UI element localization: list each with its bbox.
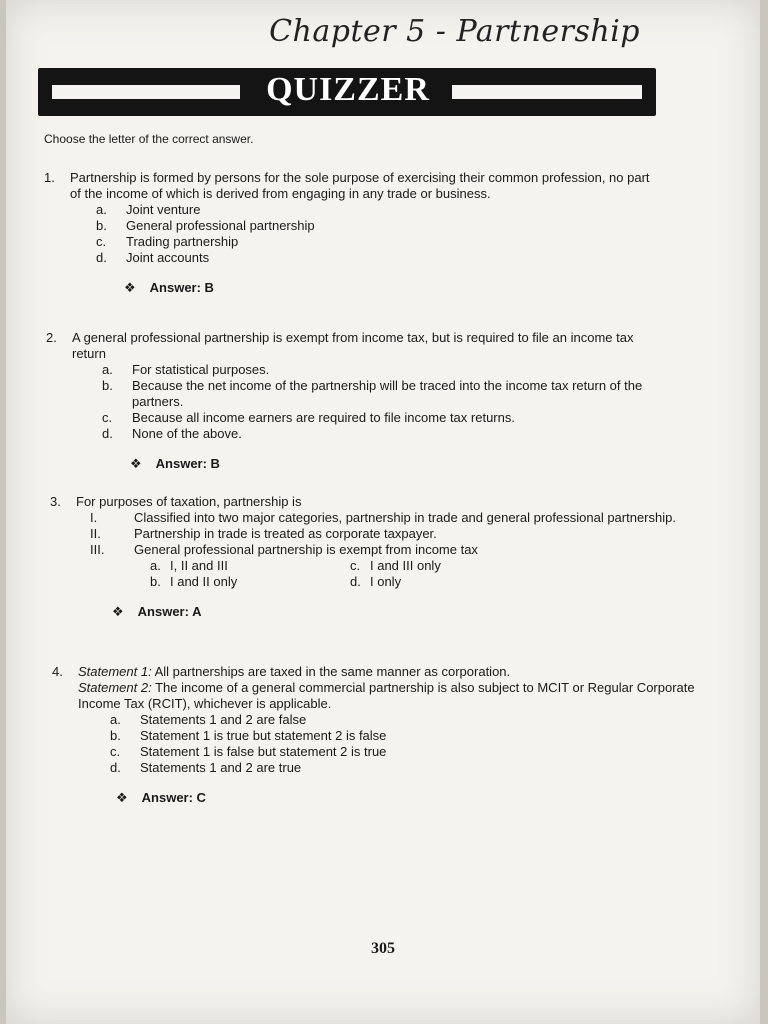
option-c	[96, 234, 660, 250]
statement-1	[78, 664, 702, 680]
option-letter: d.	[102, 426, 113, 441]
option-a	[150, 558, 350, 574]
option-text: General professional partnership	[126, 218, 315, 233]
option-text: Because the net income of the partnership will be traced into the income tax return of the partners.	[132, 378, 643, 409]
question-number: 3.	[50, 494, 61, 509]
option-letter: c.	[350, 558, 361, 573]
question-2	[46, 330, 670, 472]
roman-text: General professional partnership is exempt from income tax	[134, 542, 478, 557]
statement-text: All partnerships are taxed in the same manner as corporation.	[154, 664, 511, 679]
option-letter: d.	[96, 250, 107, 265]
roman-numeral: I.	[90, 510, 98, 525]
diamond-bullet-icon: ❖	[116, 790, 128, 805]
option-letter: c.	[110, 744, 121, 759]
option-b	[110, 728, 702, 744]
instructions: Choose the letter of the correct answer.	[44, 132, 254, 146]
option-text: Because all income earners are required to file income tax returns.	[132, 410, 515, 425]
option-text: None of the above.	[132, 426, 242, 441]
option-text: Statement 1 is true but statement 2 is false	[140, 728, 387, 743]
option-text: I only	[370, 574, 402, 589]
banner-line-left	[52, 85, 240, 99]
quizzer-banner	[38, 68, 656, 116]
answer-line	[102, 456, 670, 472]
option-letter: d.	[350, 574, 361, 589]
option-c	[102, 410, 670, 426]
option-d	[350, 574, 550, 590]
question-3	[50, 494, 684, 620]
roman-text: Classified into two major categories, partnership in trade and general professional partnership.	[134, 510, 676, 525]
diamond-bullet-icon: ❖	[130, 456, 142, 471]
option-letter: b.	[102, 378, 113, 393]
answer-text: Answer: B	[149, 280, 214, 295]
option-c	[110, 744, 702, 760]
answer-line	[96, 280, 660, 296]
option-letter: d.	[110, 760, 121, 775]
option-c	[350, 558, 550, 574]
option-text: I, II and III	[170, 558, 228, 573]
question-stem: For purposes of taxation, partnership is	[76, 494, 302, 509]
option-text: Statement 1 is false but statement 2 is true	[140, 744, 387, 759]
option-letter: b.	[150, 574, 161, 589]
option-text: For statistical purposes.	[132, 362, 270, 377]
option-text: I and III only	[370, 558, 441, 573]
roman-item-2	[76, 526, 684, 542]
statement-2	[78, 680, 702, 712]
roman-numeral: II.	[90, 526, 101, 541]
option-text: Joint accounts	[126, 250, 210, 265]
option-d	[102, 426, 670, 442]
chapter-title: Chapter 5 - Partnership	[269, 14, 640, 49]
option-d	[96, 250, 660, 266]
option-b	[102, 378, 670, 410]
question-stem: A general professional partnership is exempt from income tax, but is required to file an income tax return	[72, 330, 634, 361]
banner-line-right	[452, 85, 642, 99]
option-letter: b.	[96, 218, 107, 233]
roman-item-3	[76, 542, 684, 558]
book-page	[6, 0, 760, 1024]
option-letter: a.	[110, 712, 121, 727]
page-number: 305	[371, 940, 395, 957]
question-stem: Partnership is formed by persons for the sole purpose of exercising their common profession, no part of the income of which is derived from engaging in any trade or business.	[70, 170, 650, 201]
diamond-bullet-icon: ❖	[112, 604, 124, 619]
option-letter: a.	[102, 362, 113, 377]
answer-text: Answer: B	[155, 456, 220, 471]
option-letter: c.	[96, 234, 107, 249]
statement-text: The income of a general commercial partnership is also subject to MCIT or Regular Corporate Income Tax (RCIT), whichever is applicable.	[78, 680, 695, 711]
question-number: 1.	[44, 170, 55, 185]
statement-label: Statement 2:	[78, 680, 152, 695]
option-text: Joint venture	[126, 202, 201, 217]
option-a	[110, 712, 702, 728]
option-letter: a.	[96, 202, 107, 217]
option-letter: a.	[150, 558, 161, 573]
question-4	[52, 664, 702, 806]
roman-numeral: III.	[90, 542, 105, 557]
answer-text: Answer: C	[141, 790, 206, 805]
diamond-bullet-icon: ❖	[124, 280, 136, 295]
option-letter: c.	[102, 410, 113, 425]
roman-text: Partnership in trade is treated as corporate taxpayer.	[134, 526, 437, 541]
answer-line	[110, 790, 702, 806]
option-b	[150, 574, 350, 590]
question-number: 4.	[52, 664, 63, 679]
option-d	[110, 760, 702, 776]
question-number: 2.	[46, 330, 57, 345]
option-text: Statements 1 and 2 are true	[140, 760, 302, 775]
option-a	[96, 202, 660, 218]
answer-text: Answer: A	[137, 604, 202, 619]
option-text: Statements 1 and 2 are false	[140, 712, 307, 727]
option-letter: b.	[110, 728, 121, 743]
option-text: Trading partnership	[126, 234, 239, 249]
option-b	[96, 218, 660, 234]
option-text: I and II only	[170, 574, 238, 589]
question-1	[44, 170, 660, 296]
roman-item-1	[76, 510, 684, 526]
options-grid	[76, 558, 684, 590]
answer-line	[76, 604, 684, 620]
quizzer-title: QUIZZER	[266, 71, 430, 108]
option-a	[102, 362, 670, 378]
statement-label: Statement 1:	[78, 664, 152, 679]
